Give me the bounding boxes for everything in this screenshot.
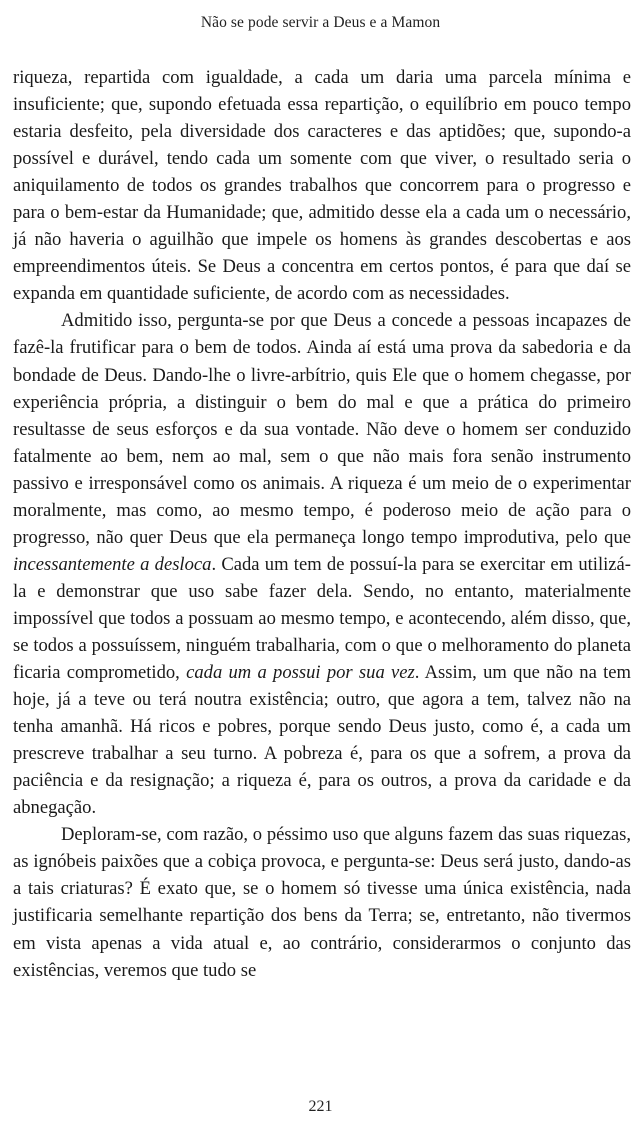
paragraph-2-italic-phrase: cada um a possui por sua vez xyxy=(186,662,415,684)
paragraph-1-text: riqueza, repartida com igualdade, a cada um daria uma parcela mínima e insuficiente; que, supondo efetuada essa repartição, o equilíbrio em pouco tempo estaria desfeito, pela diversidade dos caracteres e das aptidões; que, supondo-a possível e durável, tendo cada um somente com que viver, o resultado seria o aniquilamento de todos os grandes trabalhos que concorrem para o progresso e para o bem-estar da Humanidade; que, admitido desse ela a cada um o necessário, já não haveria o aguilhão que impele os homens às grandes descobertas e aos empreendimentos úteis. Se Deus a concentra em certos pontos, é para que daí se expanda em quantidade suficiente, de acordo com as necessidades. xyxy=(13,67,631,305)
body-text xyxy=(13,64,631,984)
paragraph-3-text: Deploram-se, com razão, o péssimo uso que alguns fazem das suas riquezas, as ignóbeis paixões que a cobiça provoca, e pergunta-se: Deus será justo, dando-as a tais criaturas? É exato que, se o homem só tivesse uma única existência, nada justificaria semelhante repartição dos bens da Terra; se, entretanto, não tivermos em vista apenas a vida atual e, ao contrário, considerarmos o conjunto das existências, veremos que tudo se xyxy=(13,824,631,981)
paragraph-2-text: . Cada um tem de possuí-la para se exercitar em utilizá-la e demonstrar que uso sabe fazer dela. Sendo, no entanto, materialmente impossível que todos a possuam ao mesmo tempo, e acontecendo, além disso, que, se todos a possuíssem, ninguém trabalharia, com o que o melhoramento do planeta ficaria comprometido, xyxy=(13,553,631,684)
paragraph-2-text: Admitido isso, pergunta-se por que Deus a concede a pessoas incapazes de fazê-la frutificar para o bem de todos. Ainda aí está uma prova da sabedoria e da bondade de Deus. Dando-lhe o livre-arbítrio, quis Ele que o homem chegasse, por experiência própria, a distinguir o bem do mal e que a prática do primeiro resultasse de seus esforços e da sua vontade. Não deve o homem ser conduzido fatalmente ao bem, nem ao mal, sem o que não mais fora senão instrumento passivo e irresponsável como os animais. A riqueza é um meio de o experimentar moralmente, mas como, ao mesmo tempo, é poderoso meio de ação para o progresso, não quer Deus que ela permaneça longo tempo improdutiva, pelo que xyxy=(13,310,631,548)
paragraph-1 xyxy=(13,64,631,307)
paragraph-3 xyxy=(13,821,631,983)
paragraph-2 xyxy=(13,307,631,821)
paragraph-2-italic-phrase: incessantemente a desloca xyxy=(13,553,212,575)
page-number: 221 xyxy=(308,1098,333,1115)
running-head: Não se pode servir a Deus e a Mamon xyxy=(200,14,441,31)
paragraph-2-text: . Assim, um que não na tem hoje, já a teve ou terá noutra existência; outro, que agora a tem, talvez não na tenha amanhã. Há ricos e pobres, porque sendo Deus justo, como é, a cada um prescreve trabalhar a seu turno. A pobreza é, para os que a sofrem, a prova da paciência e da resignação; a riqueza é, para os outros, a prova da caridade e da abnegação. xyxy=(13,662,631,819)
